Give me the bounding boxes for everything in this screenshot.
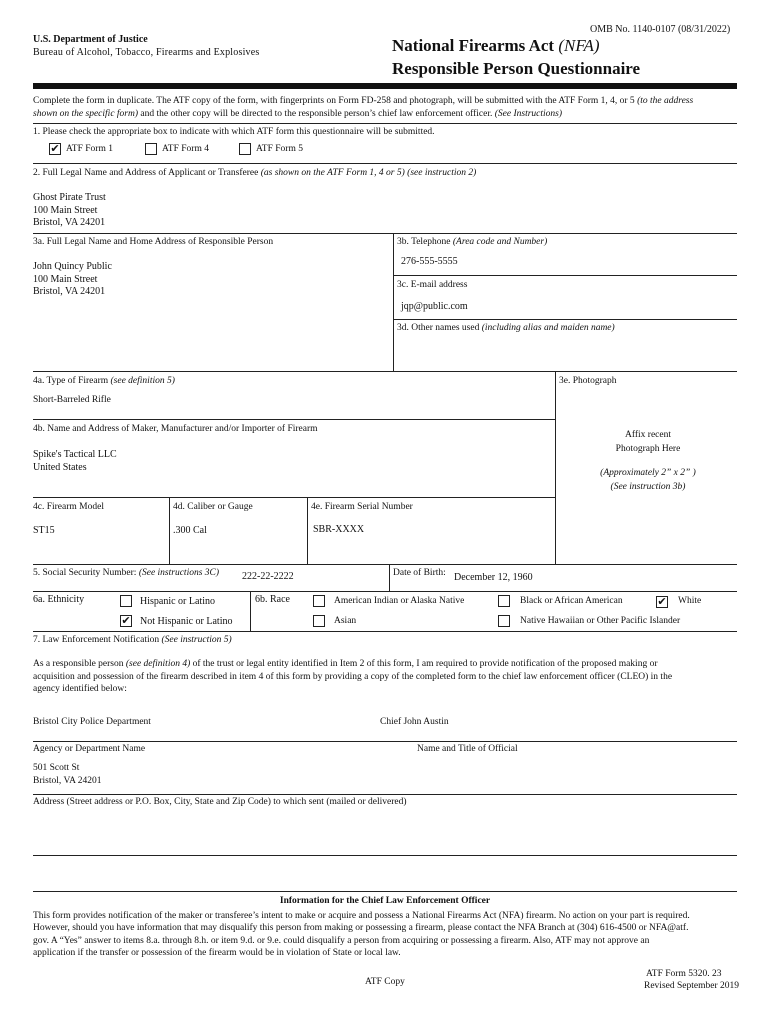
q3b-label [397, 237, 547, 247]
q7-para-1b: (see definition 4) [125, 659, 191, 669]
hispanic-label: Hispanic or Latino [140, 596, 215, 607]
applicant-line-2: 100 Main Street [33, 204, 98, 216]
header-rule [33, 83, 737, 89]
applicant-name-address[interactable] [33, 192, 106, 230]
q2-label [33, 168, 476, 178]
photograph-box[interactable] [558, 428, 738, 494]
asian-label: Asian [334, 616, 357, 626]
atf-form-5-checkbox[interactable] [239, 143, 251, 155]
agency-label: Agency or Department Name [33, 744, 146, 754]
info-line-2: However, should you have information that may disqualify this person from making or possessing a firearm, please contact the NFA Branch at (304) 616-4500 or NFA@atf. [33, 923, 689, 934]
maker-line-2: United States [33, 461, 87, 473]
white-checkbox[interactable]: ✔ [657, 595, 667, 608]
agency-address-line-2: Bristol, VA 24201 [33, 775, 102, 786]
black-label: Black or African American [520, 596, 623, 606]
q3a-label: 3a. Full Legal Name and Home Address of Responsible Person [33, 237, 274, 247]
q3d-label-text: 3d. Other names used [397, 323, 480, 333]
q3b-label-text: 3b. Telephone [397, 237, 451, 247]
caliber-value[interactable]: .300 Cal [173, 525, 207, 536]
q7-label-italic: (See instruction 5) [161, 635, 232, 645]
q3d-label-italic: (including alias and maiden name) [481, 323, 615, 333]
q4a-label [33, 376, 175, 386]
photo-text-4: (See instruction 3b) [610, 482, 686, 492]
intro-text-2b: and the other copy will be directed to the responsible person’s chief law enforcement officer. [140, 109, 493, 119]
address-label: Address (Street address or P.O. Box, City, State and Zip Code) to which sent (mailed or delivered) [33, 797, 407, 807]
agency-address-value[interactable] [33, 762, 102, 787]
q3e-label: 3e. Photograph [559, 376, 617, 386]
intro-text-2c: (See Instructions) [494, 109, 563, 119]
revision-date: Revised September 2019 [644, 981, 739, 991]
pacific-islander-checkbox[interactable] [498, 615, 510, 627]
info-line-4: application if the transfer or possession of the firearm would be in violation of State or local law. [33, 947, 401, 958]
applicant-line-3: Bristol, VA 24201 [33, 217, 106, 228]
maker-name-address[interactable] [33, 449, 117, 474]
form-title-abbr: (NFA) [558, 36, 600, 55]
agency-value[interactable]: Bristol City Police Department [33, 717, 151, 727]
firearm-model-value[interactable]: ST15 [33, 525, 55, 536]
q7-para-2: acquisition and possession of the firearm described in item 4 of this form by providing a copy of the completed form to the chief law enforcement officer (CLEO) in the [33, 671, 673, 682]
q3c-label: 3c. E-mail address [397, 280, 468, 290]
info-paragraph [33, 910, 738, 959]
atf-form-5-label: ATF Form 5 [256, 144, 303, 154]
info-line-1: This form provides notification of the maker or transferee’s intent to make or acquire and possess a National Firearms Act (NFA) firearm. No action on your part is required. [33, 911, 690, 921]
official-value[interactable]: Chief John Austin [380, 717, 449, 727]
intro-line-1 [33, 96, 693, 106]
form-title [392, 36, 600, 56]
q5-label-text: 5. Social Security Number: [33, 568, 137, 578]
q2-label-text: 2. Full Legal Name and Address of Applicant or Transferee [33, 168, 259, 178]
applicant-line-1: Ghost Pirate Trust [33, 192, 106, 203]
bureau-name: Bureau of Alcohol, Tobacco, Firearms and Explosives [33, 47, 260, 58]
intro-text-2a: shown on the specific form) [33, 109, 139, 119]
photo-text-3: (Approximately 2” x 2” ) [600, 468, 696, 478]
q7-para-1a: As a responsible person [33, 659, 124, 669]
department-name: U.S. Department of Justice [33, 34, 148, 45]
intro-line-2 [33, 109, 562, 119]
maker-line-1: Spike's Tactical LLC [33, 449, 117, 460]
info-line-3: gov. A “Yes” answer to items 8.a. through 8.h. or item 9.d. or 9.e. could disqualify a person from acquiring or possessing a firearm. Also, ATF may not approve an [33, 935, 650, 946]
info-title: Information for the Chief Law Enforcement Officer [279, 896, 491, 906]
not-hispanic-label: Not Hispanic or Latino [140, 616, 233, 627]
form-title-main: National Firearms Act [392, 36, 555, 55]
q5-label-italic: (See instructions 3C) [138, 568, 220, 578]
q7-label-text: 7. Law Enforcement Notification [33, 635, 160, 645]
official-label: Name and Title of Official [417, 744, 518, 754]
hispanic-checkbox[interactable] [120, 595, 132, 607]
q1-label: 1. Please check the appropriate box to indicate with which ATF form this questionnaire will be submitted. [33, 127, 435, 137]
copy-label: ATF Copy [365, 977, 405, 987]
q7-label [33, 635, 232, 645]
q6a-label: 6a. Ethnicity [33, 594, 85, 605]
ssn-value[interactable]: 222-22-2222 [242, 571, 294, 582]
dob-value[interactable]: December 12, 1960 [454, 572, 533, 583]
firearm-type-value[interactable]: Short-Barreled Rifle [33, 395, 111, 405]
responsible-person-name-address[interactable] [33, 261, 112, 299]
q4d-label: 4d. Caliber or Gauge [173, 502, 253, 512]
photo-text-1: Affix recent [625, 430, 671, 440]
intro-text-1b: (to the address [637, 96, 694, 106]
email-value[interactable]: jqp@public.com [401, 301, 468, 312]
q4b-label: 4b. Name and Address of Maker, Manufacturer and/or Importer of Firearm [33, 424, 318, 434]
asian-checkbox[interactable] [313, 615, 325, 627]
white-label: White [678, 596, 702, 606]
q4c-label: 4c. Firearm Model [33, 502, 104, 512]
responsible-line-1: John Quincy Public [33, 261, 112, 272]
form-number: ATF Form 5320. 23 [646, 969, 722, 979]
q3b-label-italic: (Area code and Number) [452, 237, 548, 247]
pacific-islander-label: Native Hawaiian or Other Pacific Islander [520, 616, 681, 626]
omb-number: OMB No. 1140-0107 (08/31/2022) [590, 24, 731, 35]
atf-form-4-checkbox[interactable] [145, 143, 157, 155]
responsible-line-2: 100 Main Street [33, 273, 98, 285]
atf-form-4-label: ATF Form 4 [162, 144, 209, 154]
q5-label [33, 568, 219, 578]
atf-form-1-checkbox[interactable]: ✔ [50, 142, 60, 155]
serial-number-value[interactable]: SBR-XXXX [313, 524, 365, 535]
responsible-line-3: Bristol, VA 24201 [33, 286, 106, 297]
telephone-value[interactable]: 276-555-5555 [401, 256, 458, 267]
american-indian-checkbox[interactable] [313, 595, 325, 607]
q2-label-italic: (as shown on the ATF Form 1, 4 or 5) (see instruction 2) [260, 168, 477, 178]
dob-label: Date of Birth: [393, 568, 446, 578]
q7-para-3: agency identified below: [33, 684, 127, 694]
q6b-label: 6b. Race [255, 594, 290, 605]
photo-text-2: Photograph Here [615, 444, 681, 454]
q4e-label: 4e. Firearm Serial Number [311, 502, 413, 512]
agency-address-line-1: 501 Scott St [33, 763, 80, 773]
q3d-label [397, 323, 615, 333]
intro-text-1a: Complete the form in duplicate. The ATF copy of the form, with fingerprints on Form FD-258 and photograph, will be submitted with the ATF Form 1, 4, or 5 [33, 96, 635, 106]
black-checkbox[interactable] [498, 595, 510, 607]
q4a-label-italic: (see definition 5) [110, 376, 175, 386]
atf-form-1-label: ATF Form 1 [66, 144, 113, 154]
q7-paragraph [33, 658, 738, 696]
not-hispanic-checkbox[interactable]: ✔ [121, 614, 131, 627]
q7-para-1c: of the trust or legal entity identified in Item 2 of this form, I am required to provide notification of the proposed making or [192, 659, 658, 669]
american-indian-label: American Indian or Alaska Native [334, 596, 465, 606]
q4a-label-text: 4a. Type of Firearm [33, 376, 109, 386]
form-subtitle: Responsible Person Questionnaire [392, 59, 641, 78]
